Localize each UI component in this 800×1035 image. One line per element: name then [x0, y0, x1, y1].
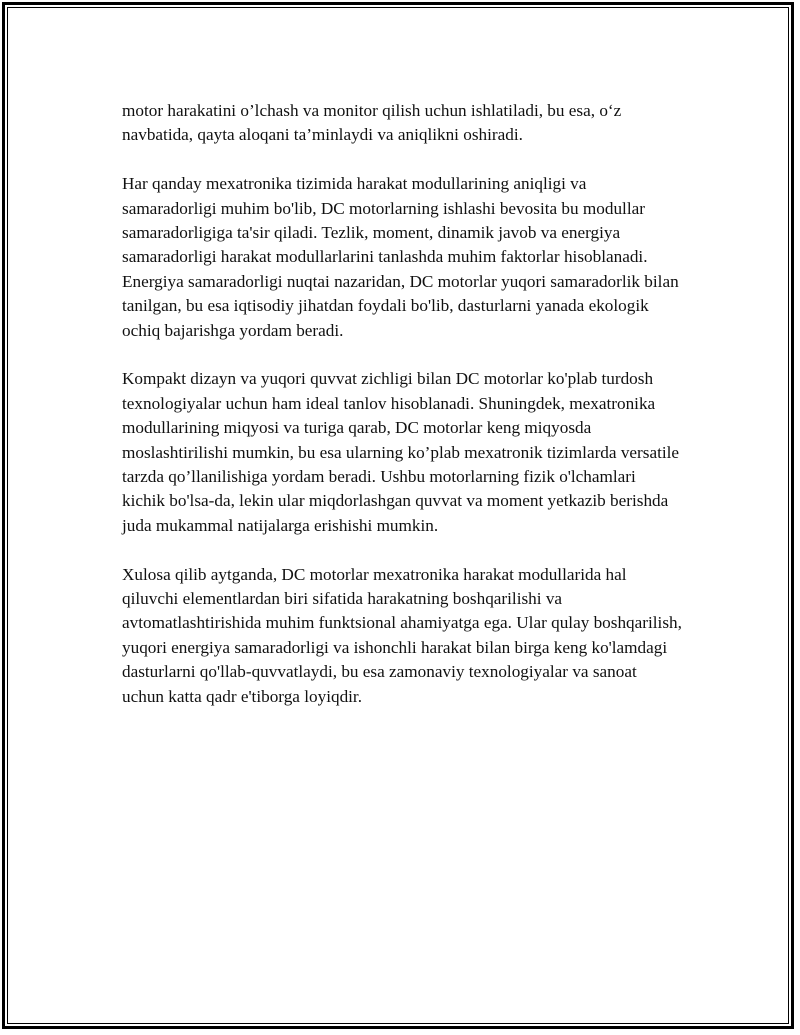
paragraph-1: motor harakatini o’lchash va monitor qilish uchun ishlatiladi, bu esa, o‘z navbatida, qayta aloqani ta’minlaydi va aniqlikni oshiradi.	[122, 101, 622, 145]
document-body	[122, 99, 682, 734]
paragraph-4: Xulosa qilib aytganda, DC motorlar mexatronika harakat modullarida hal qiluvchi elementlardan biri sifatida harakatning boshqarilishi va avtomatlashtirishida muhim funktsional ahamiyatga ega. Ular qulay boshqarilish, yuqori energiya samaradorligi va ishonchli harakat bilan birga keng ko'lamdagi dasturlarni qo'llab-quvvatlaydi, bu esa zamonaviy texnologiyalar va sanoat uchun katta qadr e'tiborga loyiqdir.	[122, 564, 682, 706]
paragraph-3: Kompakt dizayn va yuqori quvvat zichligi bilan DC motorlar ko'plab turdosh texnologiyalar uchun ham ideal tanlov hisoblanadi. Shuningdek, mexatronika modullarining miqyosi va turiga qarab, DC motorlar keng miqyosda moslashtirilishi mumkin, bu esa ularning ko’plab mexatronik tizimlarda versatile tarzda qo’llanilishiga yordam beradi. Ushbu motorlarning fizik o'lchamlari kichik bo'lsa-da, lekin ular miqdorlashgan quvvat va moment yetkazib berishda juda mukammal natijalarga erishishi mumkin.	[122, 369, 680, 535]
page-border	[2, 2, 794, 1029]
paragraph-2: Har qanday mexatronika tizimida harakat modullarining aniqligi va samaradorligi muhim bo'lib, DC motorlarning ishlashi bevosita bu modullar samaradorligiga ta'sir qiladi. Tezlik, moment, dinamik javob va energiya samaradorligi harakat modullarlarini tanlashda muhim faktorlar hisoblanadi. Energiya samaradorligi nuqtai nazaridan, DC motorlar yuqori samaradorlik bilan tanilgan, bu esa iqtisodiy jihatdan foydali bo'lib, dasturlarni yanada ekologik ochiq bajarishga yordam beradi.	[122, 174, 679, 340]
